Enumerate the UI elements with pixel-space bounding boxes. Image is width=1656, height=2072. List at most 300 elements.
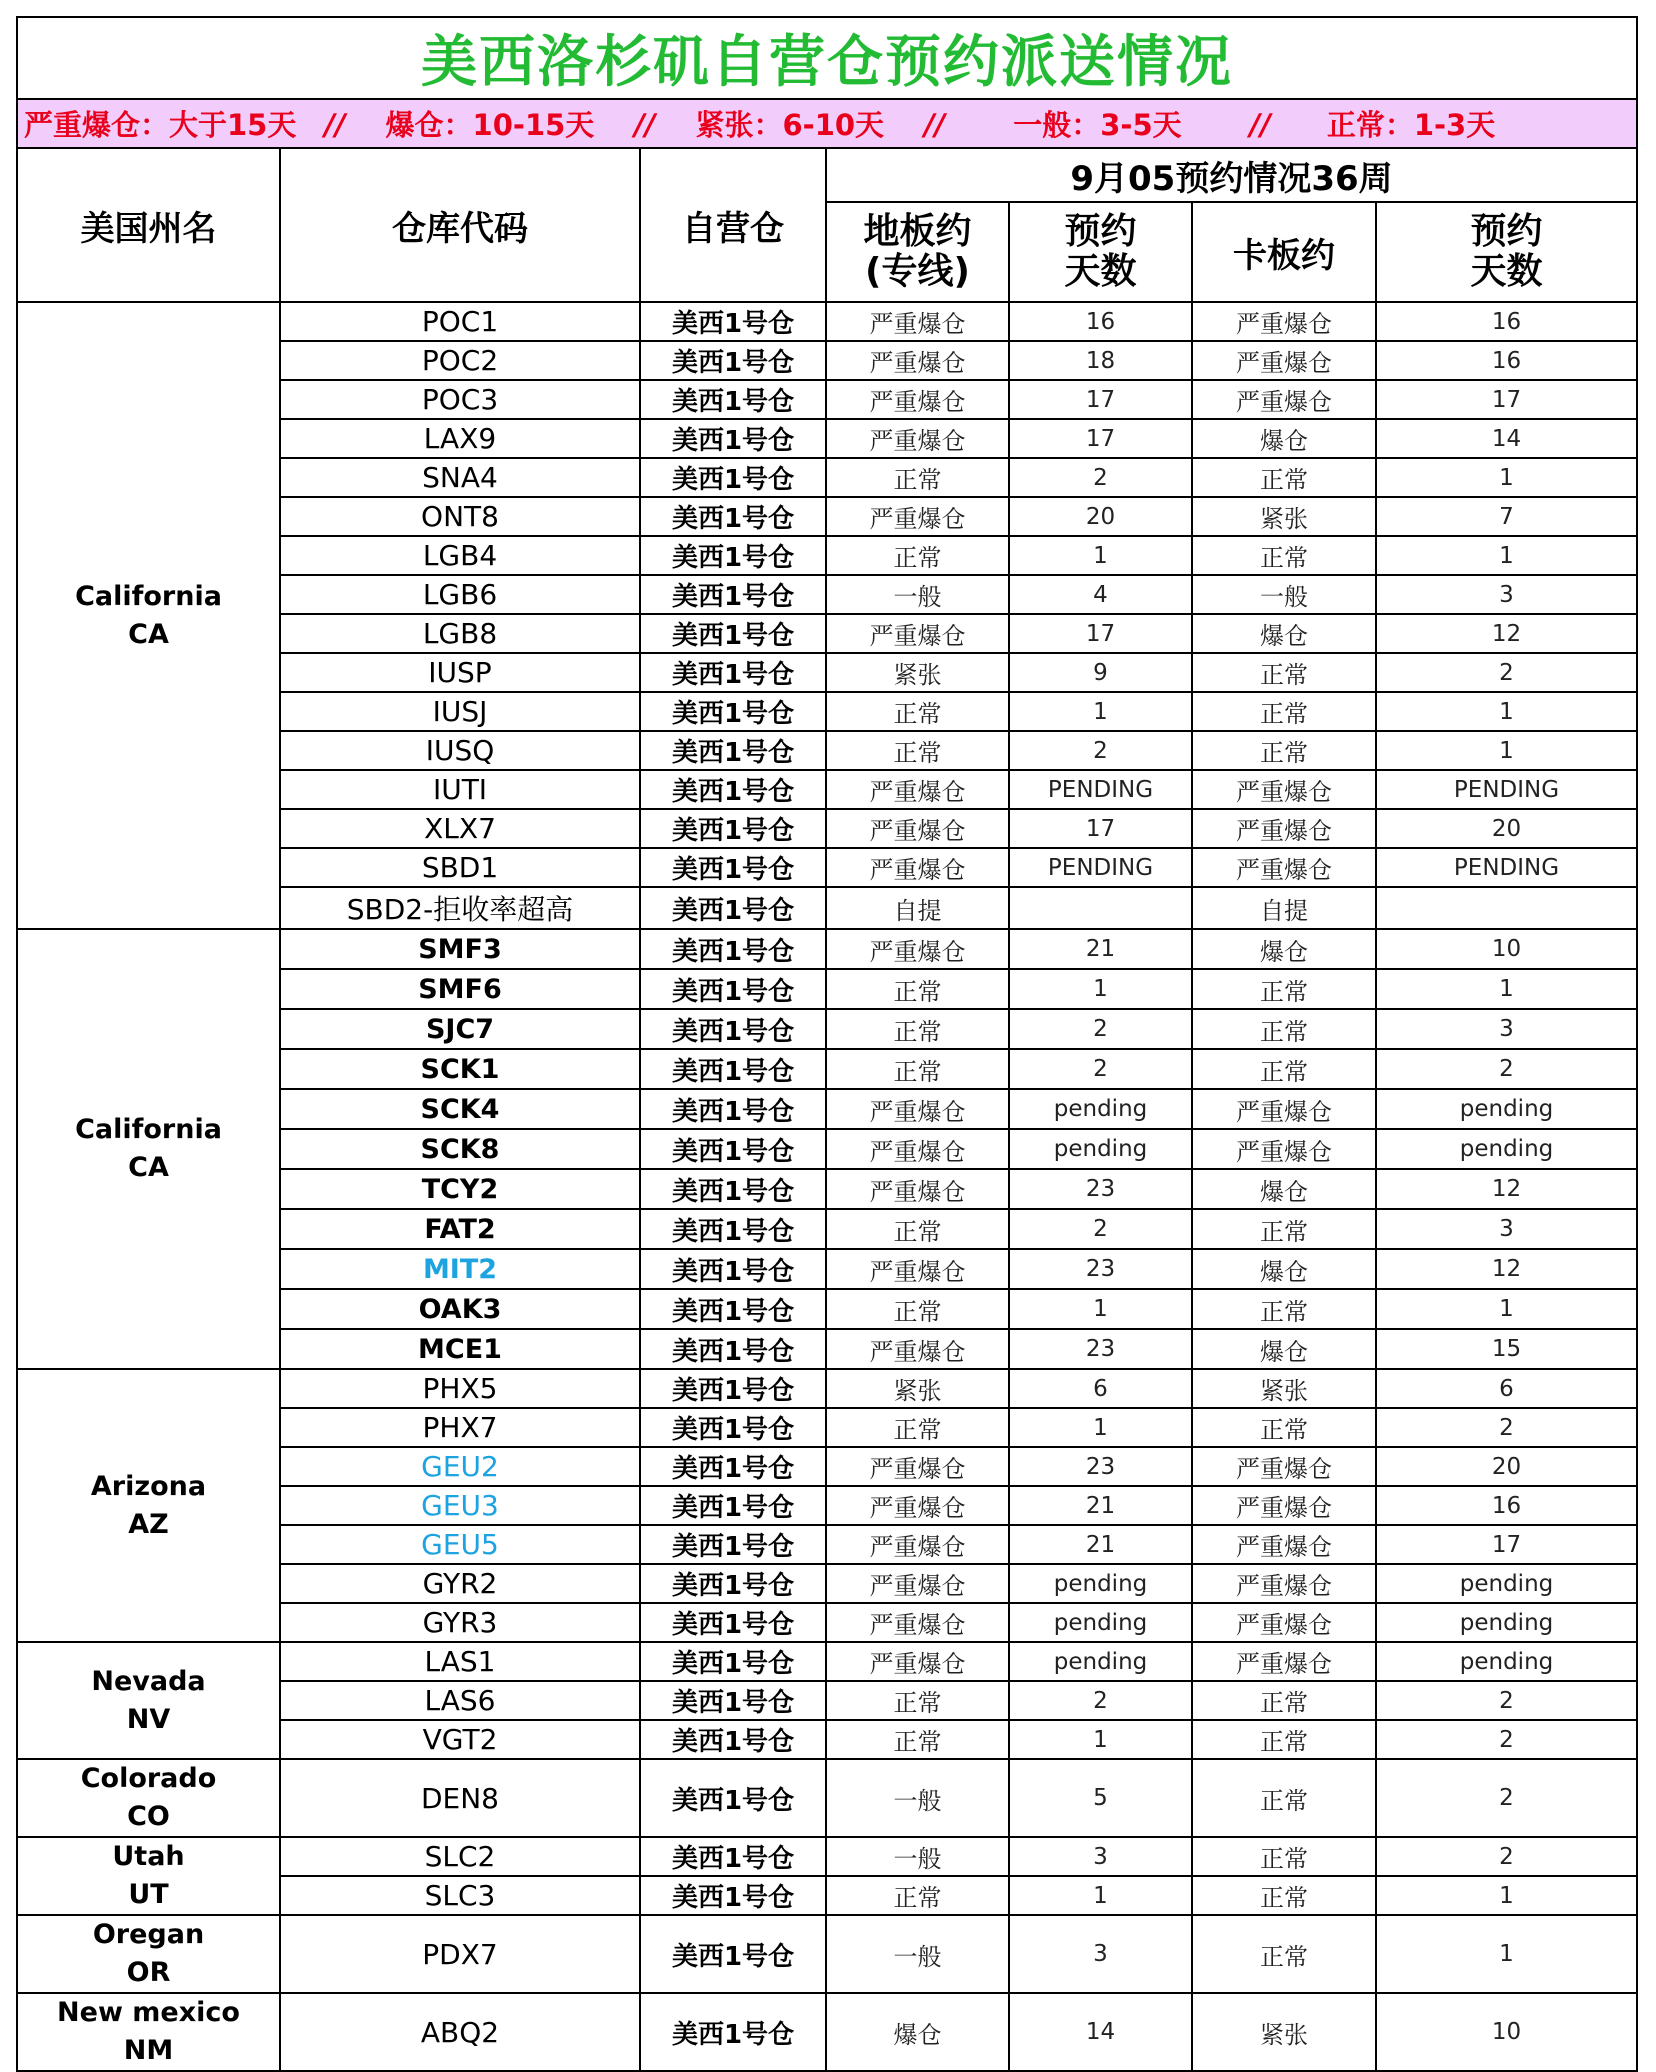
self-warehouse-cell: 美西1号仓 <box>640 380 826 419</box>
header-self-warehouse: 自营仓 <box>640 148 826 302</box>
pallet-status-cell: 正常 <box>1192 536 1376 575</box>
floor-status-cell: 正常 <box>826 458 1009 497</box>
self-warehouse-cell: 美西1号仓 <box>640 575 826 614</box>
pallet-status-cell: 爆仓 <box>1192 1329 1376 1369</box>
header-floor <box>826 202 1009 302</box>
state-name: Arizona <box>90 1470 207 1502</box>
pallet-days-cell: 1 <box>1376 458 1637 497</box>
pallet-status-cell: 正常 <box>1192 1408 1376 1447</box>
floor-days-cell: 1 <box>1009 1876 1192 1915</box>
warehouse-code-cell: LGB8 <box>280 614 640 653</box>
pallet-status-cell: 严重爆仓 <box>1192 1564 1376 1603</box>
floor-days-cell: 17 <box>1009 614 1192 653</box>
pallet-days-cell: PENDING <box>1376 770 1637 809</box>
state-abbr: NM <box>123 2035 174 2066</box>
warehouse-code-cell: SLC3 <box>280 1876 640 1915</box>
pallet-status-cell: 正常 <box>1192 731 1376 770</box>
header-state: 美国州名 <box>17 148 280 302</box>
pallet-days-cell: 2 <box>1376 1759 1637 1837</box>
floor-status-cell: 正常 <box>826 1408 1009 1447</box>
floor-status-cell: 正常 <box>826 1720 1009 1759</box>
self-warehouse-cell: 美西1号仓 <box>640 770 826 809</box>
self-warehouse-cell: 美西1号仓 <box>640 419 826 458</box>
warehouse-code-cell: XLX7 <box>280 809 640 848</box>
pallet-status-cell: 正常 <box>1192 1209 1376 1249</box>
floor-status-cell: 正常 <box>826 536 1009 575</box>
pallet-status-cell: 正常 <box>1192 1759 1376 1837</box>
table-row <box>17 1642 1637 1681</box>
floor-days-cell: pending <box>1009 1089 1192 1129</box>
state-name: New mexico <box>57 1997 240 2028</box>
floor-days-cell: PENDING <box>1009 770 1192 809</box>
floor-status-cell: 正常 <box>826 692 1009 731</box>
pallet-days-cell: pending <box>1376 1089 1637 1129</box>
self-warehouse-cell: 美西1号仓 <box>640 1369 826 1408</box>
floor-status-cell: 正常 <box>826 1049 1009 1089</box>
warehouse-code-cell: SNA4 <box>280 458 640 497</box>
table-row <box>17 1759 1637 1837</box>
state-name: California <box>75 580 222 612</box>
floor-status-cell: 严重爆仓 <box>826 809 1009 848</box>
legend-item: 一般：3-5天 <box>1013 108 1182 142</box>
floor-status-cell: 严重爆仓 <box>826 1525 1009 1564</box>
self-warehouse-cell: 美西1号仓 <box>640 1169 826 1209</box>
self-warehouse-cell: 美西1号仓 <box>640 1993 826 2071</box>
pallet-status-cell: 严重爆仓 <box>1192 1603 1376 1642</box>
floor-days-cell: pending <box>1009 1129 1192 1169</box>
pallet-days-cell: 1 <box>1376 969 1637 1009</box>
floor-days-cell: pending <box>1009 1603 1192 1642</box>
pallet-days-cell: pending <box>1376 1564 1637 1603</box>
warehouse-code-cell: GEU3 <box>280 1486 640 1525</box>
state-cell <box>17 1915 280 1993</box>
warehouse-code-cell: OAK3 <box>280 1289 640 1329</box>
floor-status-cell: 严重爆仓 <box>826 614 1009 653</box>
floor-status-cell: 严重爆仓 <box>826 419 1009 458</box>
self-warehouse-cell: 美西1号仓 <box>640 887 826 929</box>
floor-days-cell: 20 <box>1009 497 1192 536</box>
state-name: Colorado <box>80 1763 217 1794</box>
floor-days-cell: 2 <box>1009 1681 1192 1720</box>
pallet-days-cell: 10 <box>1376 1993 1637 2071</box>
self-warehouse-cell: 美西1号仓 <box>640 1759 826 1837</box>
floor-status-cell: 紧张 <box>826 1369 1009 1408</box>
state-cell <box>17 1759 280 1837</box>
self-warehouse-cell: 美西1号仓 <box>640 653 826 692</box>
self-warehouse-cell: 美西1号仓 <box>640 929 826 969</box>
floor-days-cell: 5 <box>1009 1759 1192 1837</box>
warehouse-code-cell: POC1 <box>280 302 640 341</box>
pallet-status-cell: 爆仓 <box>1192 419 1376 458</box>
floor-days-cell: 16 <box>1009 302 1192 341</box>
self-warehouse-cell: 美西1号仓 <box>640 302 826 341</box>
warehouse-code-cell: LAS6 <box>280 1681 640 1720</box>
legend-separator: // <box>324 108 346 142</box>
warehouse-code-cell: SLC2 <box>280 1837 640 1876</box>
warehouse-code-cell: SMF3 <box>280 929 640 969</box>
warehouse-code-cell: POC2 <box>280 341 640 380</box>
state-abbr: CA <box>128 618 169 650</box>
warehouse-code-cell: ABQ2 <box>280 1993 640 2071</box>
pallet-status-cell: 正常 <box>1192 1837 1376 1876</box>
floor-days-cell: 2 <box>1009 731 1192 770</box>
self-warehouse-cell: 美西1号仓 <box>640 536 826 575</box>
pallet-days-cell: 2 <box>1376 1681 1637 1720</box>
state-name: Nevada <box>91 1665 206 1697</box>
floor-days-cell: pending <box>1009 1564 1192 1603</box>
self-warehouse-cell: 美西1号仓 <box>640 1486 826 1525</box>
floor-days-cell: 23 <box>1009 1329 1192 1369</box>
pallet-status-cell: 严重爆仓 <box>1192 341 1376 380</box>
pallet-status-cell: 严重爆仓 <box>1192 809 1376 848</box>
warehouse-code-cell: IUSP <box>280 653 640 692</box>
pallet-status-cell: 严重爆仓 <box>1192 1486 1376 1525</box>
floor-status-cell: 正常 <box>826 1876 1009 1915</box>
pallet-status-cell: 正常 <box>1192 1289 1376 1329</box>
pallet-status-cell: 严重爆仓 <box>1192 848 1376 887</box>
floor-days-cell: 18 <box>1009 341 1192 380</box>
warehouse-code-cell: VGT2 <box>280 1720 640 1759</box>
warehouse-code-cell: TCY2 <box>280 1169 640 1209</box>
floor-days-cell: pending <box>1009 1642 1192 1681</box>
pallet-status-cell: 紧张 <box>1192 1369 1376 1408</box>
warehouse-code-cell: GYR2 <box>280 1564 640 1603</box>
pallet-status-cell: 严重爆仓 <box>1192 302 1376 341</box>
pallet-days-cell: 1 <box>1376 1915 1637 1993</box>
floor-days-cell: 17 <box>1009 419 1192 458</box>
self-warehouse-cell: 美西1号仓 <box>640 341 826 380</box>
warehouse-code-cell: IUSJ <box>280 692 640 731</box>
legend-item: 正常：1-3天 <box>1326 108 1496 142</box>
self-warehouse-cell: 美西1号仓 <box>640 1209 826 1249</box>
pallet-days-cell: 1 <box>1376 536 1637 575</box>
self-warehouse-cell: 美西1号仓 <box>640 1642 826 1681</box>
floor-status-cell: 严重爆仓 <box>826 302 1009 341</box>
self-warehouse-cell: 美西1号仓 <box>640 1129 826 1169</box>
floor-status-cell: 正常 <box>826 1209 1009 1249</box>
self-warehouse-cell: 美西1号仓 <box>640 1837 826 1876</box>
pallet-days-cell: 12 <box>1376 1169 1637 1209</box>
pallet-days-cell: 2 <box>1376 1049 1637 1089</box>
floor-days-cell: 2 <box>1009 1009 1192 1049</box>
pallet-days-cell: 17 <box>1376 380 1637 419</box>
pallet-days-cell: pending <box>1376 1129 1637 1169</box>
pallet-days-cell: 2 <box>1376 653 1637 692</box>
appointment-sheet <box>16 16 1638 2072</box>
floor-status-cell: 严重爆仓 <box>826 770 1009 809</box>
floor-days-cell: 23 <box>1009 1249 1192 1289</box>
floor-days-cell: 1 <box>1009 536 1192 575</box>
pallet-days-cell: 7 <box>1376 497 1637 536</box>
floor-days-cell: 2 <box>1009 1209 1192 1249</box>
state-abbr: OR <box>126 1957 171 1988</box>
pallet-status-cell: 正常 <box>1192 653 1376 692</box>
header-floor-line1: 地板约 <box>863 211 972 252</box>
table-row <box>17 929 1637 969</box>
floor-days-cell: 17 <box>1009 380 1192 419</box>
appointment-table <box>16 16 1638 2072</box>
self-warehouse-cell: 美西1号仓 <box>640 1408 826 1447</box>
pallet-days-cell: 16 <box>1376 1486 1637 1525</box>
floor-days-cell: 1 <box>1009 1720 1192 1759</box>
pallet-days-cell: 1 <box>1376 1876 1637 1915</box>
floor-days-cell: 2 <box>1009 1049 1192 1089</box>
pallet-days-cell: 16 <box>1376 302 1637 341</box>
floor-days-cell: PENDING <box>1009 848 1192 887</box>
warehouse-code-cell: DEN8 <box>280 1759 640 1837</box>
pallet-days-cell <box>1376 887 1637 929</box>
pallet-status-cell: 紧张 <box>1192 1993 1376 2071</box>
pallet-days-cell: 2 <box>1376 1720 1637 1759</box>
pallet-days-cell: 20 <box>1376 1447 1637 1486</box>
floor-status-cell: 一般 <box>826 1915 1009 1993</box>
warehouse-code-cell: MIT2 <box>280 1249 640 1289</box>
warehouse-code-cell: IUTI <box>280 770 640 809</box>
self-warehouse-cell: 美西1号仓 <box>640 1564 826 1603</box>
floor-status-cell: 严重爆仓 <box>826 1249 1009 1289</box>
floor-days-cell: 1 <box>1009 1289 1192 1329</box>
pallet-status-cell: 正常 <box>1192 1720 1376 1759</box>
table-row <box>17 1837 1637 1876</box>
self-warehouse-cell: 美西1号仓 <box>640 848 826 887</box>
self-warehouse-cell: 美西1号仓 <box>640 969 826 1009</box>
state-cell <box>17 929 280 1369</box>
warehouse-code-cell: MCE1 <box>280 1329 640 1369</box>
floor-days-cell: 9 <box>1009 653 1192 692</box>
pallet-status-cell: 正常 <box>1192 1009 1376 1049</box>
pallet-days-cell: 6 <box>1376 1369 1637 1408</box>
pallet-status-cell: 严重爆仓 <box>1192 1525 1376 1564</box>
table-row <box>17 1369 1637 1408</box>
floor-days-cell: 6 <box>1009 1369 1192 1408</box>
pallet-days-cell: 3 <box>1376 575 1637 614</box>
warehouse-code-cell: POC3 <box>280 380 640 419</box>
floor-status-cell: 严重爆仓 <box>826 1642 1009 1681</box>
floor-status-cell: 严重爆仓 <box>826 1564 1009 1603</box>
floor-status-cell: 正常 <box>826 969 1009 1009</box>
pallet-days-cell: 15 <box>1376 1329 1637 1369</box>
pallet-status-cell: 严重爆仓 <box>1192 1447 1376 1486</box>
floor-status-cell: 正常 <box>826 1289 1009 1329</box>
pallet-days-cell: 17 <box>1376 1525 1637 1564</box>
self-warehouse-cell: 美西1号仓 <box>640 1089 826 1129</box>
floor-status-cell: 严重爆仓 <box>826 1603 1009 1642</box>
floor-days-cell: 1 <box>1009 1408 1192 1447</box>
floor-days-cell: 21 <box>1009 1525 1192 1564</box>
self-warehouse-cell: 美西1号仓 <box>640 458 826 497</box>
state-abbr: AZ <box>128 1508 169 1540</box>
warehouse-code-cell: GYR3 <box>280 1603 640 1642</box>
self-warehouse-cell: 美西1号仓 <box>640 497 826 536</box>
pallet-days-cell: 2 <box>1376 1408 1637 1447</box>
legend-separator: // <box>924 108 946 142</box>
pallet-status-cell: 正常 <box>1192 969 1376 1009</box>
warehouse-code-cell: SBD2-拒收率超高 <box>280 887 640 929</box>
state-cell <box>17 1642 280 1759</box>
header-days1-line1: 预约 <box>1064 211 1137 252</box>
pallet-status-cell: 正常 <box>1192 1049 1376 1089</box>
warehouse-code-cell: GEU5 <box>280 1525 640 1564</box>
warehouse-code-cell: SCK1 <box>280 1049 640 1089</box>
header-days1 <box>1009 202 1192 302</box>
pallet-days-cell: 1 <box>1376 692 1637 731</box>
floor-status-cell: 严重爆仓 <box>826 1486 1009 1525</box>
pallet-days-cell: 14 <box>1376 419 1637 458</box>
table-row <box>17 302 1637 341</box>
warehouse-code-cell: SBD1 <box>280 848 640 887</box>
floor-status-cell: 严重爆仓 <box>826 380 1009 419</box>
floor-status-cell: 严重爆仓 <box>826 1129 1009 1169</box>
floor-status-cell: 一般 <box>826 1759 1009 1837</box>
warehouse-code-cell: FAT2 <box>280 1209 640 1249</box>
pallet-days-cell: pending <box>1376 1642 1637 1681</box>
self-warehouse-cell: 美西1号仓 <box>640 1289 826 1329</box>
status-legend <box>17 99 1637 148</box>
pallet-status-cell: 紧张 <box>1192 497 1376 536</box>
warehouse-code-cell: LAX9 <box>280 419 640 458</box>
floor-status-cell: 正常 <box>826 1009 1009 1049</box>
pallet-status-cell: 爆仓 <box>1192 614 1376 653</box>
floor-status-cell: 严重爆仓 <box>826 929 1009 969</box>
warehouse-code-cell: IUSQ <box>280 731 640 770</box>
floor-days-cell: 2 <box>1009 458 1192 497</box>
pallet-days-cell: PENDING <box>1376 848 1637 887</box>
self-warehouse-cell: 美西1号仓 <box>640 1603 826 1642</box>
pallet-days-cell: 1 <box>1376 731 1637 770</box>
floor-status-cell: 严重爆仓 <box>826 848 1009 887</box>
legend-item: 紧张：6-10天 <box>695 108 885 142</box>
pallet-days-cell: 1 <box>1376 1289 1637 1329</box>
floor-status-cell: 严重爆仓 <box>826 341 1009 380</box>
warehouse-code-cell: ONT8 <box>280 497 640 536</box>
pallet-days-cell: pending <box>1376 1603 1637 1642</box>
pallet-status-cell: 严重爆仓 <box>1192 770 1376 809</box>
floor-days-cell <box>1009 887 1192 929</box>
floor-days-cell: 1 <box>1009 692 1192 731</box>
pallet-status-cell: 爆仓 <box>1192 1169 1376 1209</box>
state-name: Utah <box>112 1841 185 1872</box>
state-abbr: NV <box>126 1703 171 1735</box>
sheet-title: 美西洛杉矶自营仓预约派送情况 <box>17 17 1637 99</box>
warehouse-code-cell: PHX5 <box>280 1369 640 1408</box>
floor-days-cell: 14 <box>1009 1993 1192 2071</box>
pallet-status-cell: 正常 <box>1192 458 1376 497</box>
warehouse-code-cell: LAS1 <box>280 1642 640 1681</box>
header-days2-line1: 预约 <box>1470 211 1543 252</box>
pallet-status-cell: 爆仓 <box>1192 1249 1376 1289</box>
floor-status-cell: 一般 <box>826 575 1009 614</box>
floor-days-cell: 21 <box>1009 929 1192 969</box>
table-row <box>17 1993 1637 2071</box>
warehouse-code-cell: SCK8 <box>280 1129 640 1169</box>
floor-status-cell: 正常 <box>826 1681 1009 1720</box>
pallet-status-cell: 正常 <box>1192 1915 1376 1993</box>
pallet-days-cell: 3 <box>1376 1209 1637 1249</box>
pallet-status-cell: 正常 <box>1192 1876 1376 1915</box>
warehouse-code-cell: PHX7 <box>280 1408 640 1447</box>
pallet-status-cell: 严重爆仓 <box>1192 380 1376 419</box>
floor-status-cell: 严重爆仓 <box>826 1089 1009 1129</box>
header-pallet: 卡板约 <box>1192 202 1376 302</box>
legend-item: 严重爆仓：大于15天 <box>24 108 297 142</box>
self-warehouse-cell: 美西1号仓 <box>640 809 826 848</box>
header-days2-line2: 天数 <box>1470 251 1543 292</box>
state-cell <box>17 302 280 929</box>
floor-days-cell: 4 <box>1009 575 1192 614</box>
pallet-days-cell: 12 <box>1376 614 1637 653</box>
pallet-days-cell: 20 <box>1376 809 1637 848</box>
warehouse-code-cell: SJC7 <box>280 1009 640 1049</box>
pallet-status-cell: 正常 <box>1192 692 1376 731</box>
self-warehouse-cell: 美西1号仓 <box>640 1447 826 1486</box>
self-warehouse-cell: 美西1号仓 <box>640 1009 826 1049</box>
warehouse-code-cell: SMF6 <box>280 969 640 1009</box>
header-days2 <box>1376 202 1637 302</box>
state-name: Oregan <box>92 1919 205 1950</box>
legend-separator: // <box>1249 108 1271 142</box>
self-warehouse-cell: 美西1号仓 <box>640 1525 826 1564</box>
self-warehouse-cell: 美西1号仓 <box>640 614 826 653</box>
state-cell <box>17 1837 280 1915</box>
pallet-status-cell: 正常 <box>1192 1681 1376 1720</box>
state-abbr: CO <box>127 1801 170 1832</box>
self-warehouse-cell: 美西1号仓 <box>640 731 826 770</box>
floor-days-cell: 21 <box>1009 1486 1192 1525</box>
state-name: California <box>75 1114 222 1145</box>
header-days1-line2: 天数 <box>1064 251 1137 292</box>
floor-days-cell: 3 <box>1009 1915 1192 1993</box>
legend-separator: // <box>634 108 656 142</box>
header-floor-line2: (专线) <box>865 251 970 292</box>
pallet-status-cell: 严重爆仓 <box>1192 1129 1376 1169</box>
floor-status-cell: 一般 <box>826 1837 1009 1876</box>
state-abbr: UT <box>128 1879 169 1910</box>
floor-days-cell: 23 <box>1009 1447 1192 1486</box>
floor-status-cell: 紧张 <box>826 653 1009 692</box>
pallet-days-cell: 16 <box>1376 341 1637 380</box>
legend-item: 爆仓：10-15天 <box>385 108 595 142</box>
floor-status-cell: 严重爆仓 <box>826 1169 1009 1209</box>
state-abbr: CA <box>128 1152 169 1183</box>
pallet-days-cell: 3 <box>1376 1009 1637 1049</box>
self-warehouse-cell: 美西1号仓 <box>640 1249 826 1289</box>
warehouse-code-cell: PDX7 <box>280 1915 640 1993</box>
floor-status-cell: 自提 <box>826 887 1009 929</box>
state-cell <box>17 1369 280 1642</box>
warehouse-code-cell: SCK4 <box>280 1089 640 1129</box>
table-row <box>17 1915 1637 1993</box>
floor-status-cell: 严重爆仓 <box>826 1447 1009 1486</box>
self-warehouse-cell: 美西1号仓 <box>640 692 826 731</box>
self-warehouse-cell: 美西1号仓 <box>640 1049 826 1089</box>
pallet-days-cell: 10 <box>1376 929 1637 969</box>
floor-status-cell: 爆仓 <box>826 1993 1009 2071</box>
self-warehouse-cell: 美西1号仓 <box>640 1876 826 1915</box>
header-warehouse-code: 仓库代码 <box>280 148 640 302</box>
pallet-status-cell: 爆仓 <box>1192 929 1376 969</box>
self-warehouse-cell: 美西1号仓 <box>640 1329 826 1369</box>
self-warehouse-cell: 美西1号仓 <box>640 1915 826 1993</box>
pallet-status-cell: 严重爆仓 <box>1192 1089 1376 1129</box>
pallet-status-cell: 严重爆仓 <box>1192 1642 1376 1681</box>
floor-status-cell: 正常 <box>826 731 1009 770</box>
floor-days-cell: 1 <box>1009 969 1192 1009</box>
self-warehouse-cell: 美西1号仓 <box>640 1681 826 1720</box>
warehouse-code-cell: LGB6 <box>280 575 640 614</box>
self-warehouse-cell: 美西1号仓 <box>640 1720 826 1759</box>
floor-days-cell: 17 <box>1009 809 1192 848</box>
floor-days-cell: 3 <box>1009 1837 1192 1876</box>
